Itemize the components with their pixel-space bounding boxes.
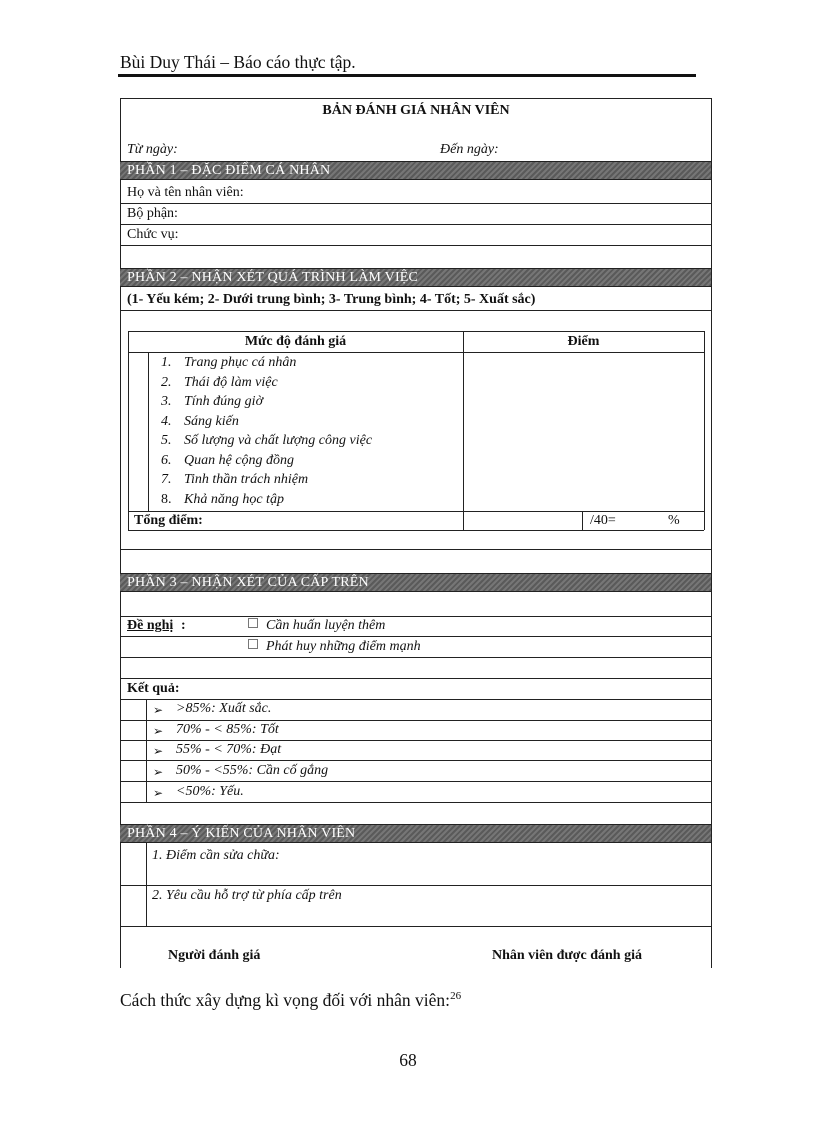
result-item: 55% - < 70%: Đạt <box>176 742 282 757</box>
from-date-label: Từ ngày: <box>127 142 178 157</box>
evaluation-form <box>120 98 712 968</box>
running-header: Bùi Duy Thái – Báo cáo thực tập. <box>120 52 356 72</box>
header-rule <box>118 74 696 77</box>
part3-title: PHẦN 3 – NHẬN XÉT CỦA CẤP TRÊN <box>127 575 369 590</box>
form-top-border <box>120 98 712 99</box>
part1-title: PHẦN 1 – ĐẶC ĐIỂM CÁ NHÂN <box>127 163 331 178</box>
part4-header <box>120 824 711 843</box>
total-score-label: Tổng điểm: <box>134 513 203 528</box>
criterion-label: Tinh thần trách nhiệm <box>184 472 309 487</box>
form-right-border <box>711 98 712 968</box>
position-field[interactable]: Chức vụ: <box>127 227 179 242</box>
page-number: 68 <box>399 1050 417 1070</box>
criterion-label: Tính đúng giờ <box>184 394 264 409</box>
arrow-bullet-icon: ➢ <box>153 703 164 717</box>
arrow-bullet-icon: ➢ <box>153 724 164 738</box>
checkbox-icon[interactable] <box>248 618 258 628</box>
part1-header <box>120 161 711 180</box>
part2-title: PHẦN 2 – NHẬN XÉT QUÁ TRÌNH LÀM VIỆC <box>127 270 419 285</box>
part2-header <box>120 268 711 287</box>
criterion-label: Trang phục cá nhân <box>184 355 297 370</box>
criterion-label: Số lượng và chất lượng công việc <box>184 433 373 448</box>
criterion-number: 8. <box>161 491 172 507</box>
arrow-bullet-icon: ➢ <box>153 786 164 800</box>
criteria-header: Mức độ đánh giá <box>244 334 347 349</box>
criterion-number: 1. <box>161 355 172 370</box>
footnote-ref[interactable]: 26 <box>450 990 462 1003</box>
part3-header <box>120 573 711 592</box>
arrow-bullet-icon: ➢ <box>153 744 164 758</box>
to-date-label: Đến ngày: <box>440 142 499 157</box>
part4-title: PHẦN 4 – Ý KIẾN CỦA NHÂN VIÊN <box>127 826 356 841</box>
total-fraction: /40= <box>590 513 616 528</box>
criterion-label: Quan hệ cộng đồng <box>184 452 295 468</box>
option-training-label: Cần huấn luyện thêm <box>266 618 386 633</box>
result-item: >85%: Xuất sắc. <box>176 701 272 716</box>
result-item: 50% - <55%: Cần cố gắng <box>176 763 329 778</box>
proposal-colon: : <box>181 618 186 633</box>
result-item: 70% - < 85%: Tốt <box>176 722 279 737</box>
employee-comment-fix[interactable]: 1. Điểm cần sửa chữa: <box>152 848 280 863</box>
criterion-number: 5. <box>161 433 172 448</box>
arrow-bullet-icon: ➢ <box>153 765 164 779</box>
result-item: <50%: Yếu. <box>176 784 244 799</box>
option-strengths-label: Phát huy những điểm mạnh <box>266 639 421 654</box>
option-strengths[interactable] <box>248 639 421 655</box>
employee-name-field[interactable]: Họ và tên nhân viên: <box>127 185 244 200</box>
employee-comment-support[interactable]: 2. Yêu cầu hỗ trợ từ phía cấp trên <box>152 888 342 903</box>
option-training[interactable] <box>248 618 385 634</box>
criterion-number: 6. <box>161 452 172 468</box>
total-percent: % <box>668 513 680 528</box>
criterion-number: 7. <box>161 472 172 487</box>
result-label: Kết quả: <box>127 681 180 696</box>
criterion-label: Khả năng học tập <box>184 491 284 507</box>
criterion-number: 4. <box>161 413 172 429</box>
paragraph-text: Cách thức xây dựng kì vọng đối với nhân viên: <box>120 990 451 1010</box>
evaluator-signature: Người đánh giá <box>168 948 261 963</box>
rating-scale: (1- Yếu kém; 2- Dưới trung bình; 3- Trung bình; 4- Tốt; 5- Xuất sắc) <box>127 292 536 307</box>
employee-signature: Nhân viên được đánh giá <box>492 948 642 963</box>
form-title: BẢN ĐÁNH GIÁ NHÂN VIÊN <box>322 103 510 118</box>
checkbox-icon[interactable] <box>248 639 258 649</box>
score-header: Điểm <box>567 334 600 349</box>
body-paragraph <box>120 990 461 1011</box>
criterion-label: Sáng kiến <box>184 413 239 429</box>
criterion-label: Thái độ làm việc <box>184 374 278 390</box>
proposal-label: Đề nghị <box>127 618 174 633</box>
department-field[interactable]: Bộ phận: <box>127 206 178 221</box>
criterion-number: 3. <box>161 394 172 409</box>
criterion-number: 2. <box>161 374 172 390</box>
